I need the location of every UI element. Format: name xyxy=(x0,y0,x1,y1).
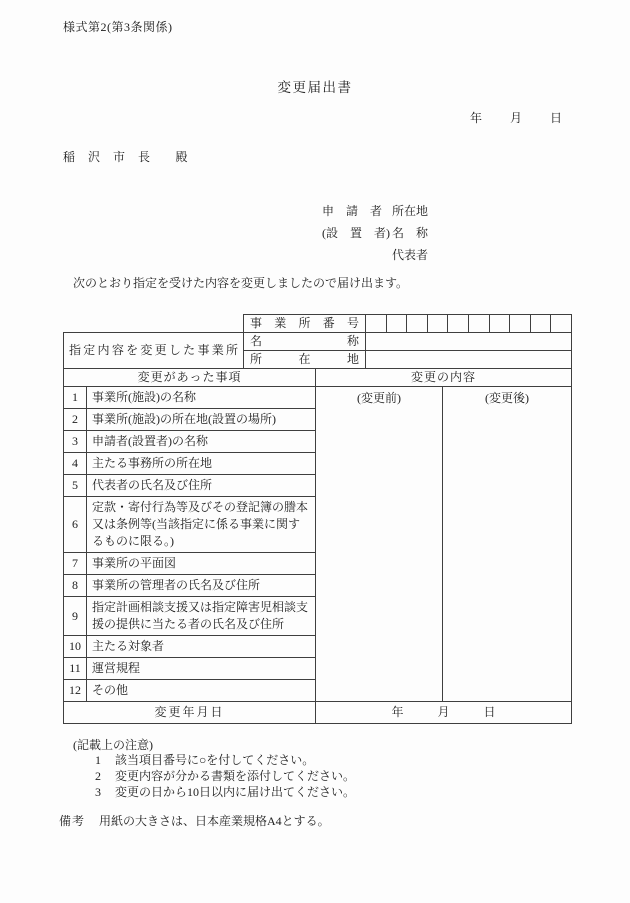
item-number: 12 xyxy=(64,680,87,702)
item-label: 指定計画相談支援又は指定障害児相談支援の提供に当たる者の氏名及び住所 xyxy=(87,597,316,636)
item-label: 事業所の平面図 xyxy=(87,553,316,575)
office-name-value-cell xyxy=(366,333,572,351)
applicant-row xyxy=(322,244,428,266)
item-number: 2 xyxy=(64,409,87,431)
item-label: 事業所の管理者の氏名及び住所 xyxy=(87,575,316,597)
item-number: 6 xyxy=(64,497,87,553)
item-label: 主たる事務所の所在地 xyxy=(87,453,316,475)
item-number: 4 xyxy=(64,453,87,475)
office-number-digit-cell xyxy=(407,315,428,333)
change-date-label: 変更年月日 xyxy=(64,702,316,724)
change-items-table xyxy=(63,368,572,724)
item-label: 主たる対象者 xyxy=(87,636,316,658)
applicant-field-address: 所在地 xyxy=(392,204,429,218)
change-date-row xyxy=(64,702,572,724)
applicant-row xyxy=(322,200,428,222)
item-number: 1 xyxy=(64,387,87,409)
applicant-label-spacer xyxy=(322,244,392,266)
change-date-month-label: 月 xyxy=(437,705,450,719)
change-date-year-label: 年 xyxy=(391,705,404,719)
office-number-digit-cell xyxy=(427,315,448,333)
note-item xyxy=(95,768,355,784)
office-number-digit-cell xyxy=(510,315,531,333)
item-label: 事業所(施設)の名称 xyxy=(87,387,316,409)
item-number: 5 xyxy=(64,475,87,497)
note-text: 変更内容が分かる書類を添付してください。 xyxy=(115,769,356,784)
date-year-label: 年 xyxy=(470,111,483,125)
office-address-label: 所在地 xyxy=(244,351,366,369)
applicant-field-representative: 代表者 xyxy=(392,248,429,262)
item-label: 申請者(設置者)の名称 xyxy=(87,431,316,453)
change-date-day-label: 日 xyxy=(483,705,496,719)
change-before-cell xyxy=(316,387,443,702)
item-number: 8 xyxy=(64,575,87,597)
applicant-row xyxy=(322,222,428,244)
office-address-value-cell xyxy=(366,351,572,369)
date-line xyxy=(470,109,562,126)
item-label: 定款・寄付行為等及びその登記簿の謄本又は条例等(当該指定に係る事業に関するものに限る。) xyxy=(87,497,316,553)
item-label: 事業所(施設)の所在地(設置の場所) xyxy=(87,409,316,431)
intro-sentence: 次のとおり指定を受けた内容を変更しましたので届け出ます。 xyxy=(73,276,409,290)
note-text: 該当項目番号に○を付してください。 xyxy=(115,753,315,767)
item-number: 11 xyxy=(64,658,87,680)
date-day-label: 日 xyxy=(549,111,562,125)
office-info-table xyxy=(63,314,572,369)
office-number-digit-cell xyxy=(530,315,551,333)
page-title: 変更届出書 xyxy=(277,80,353,95)
after-label: (変更後) xyxy=(485,391,529,405)
note-number: 1 xyxy=(95,753,101,767)
change-date-value-cell xyxy=(316,702,572,724)
remark-label: 備考 xyxy=(59,814,86,828)
office-number-digit-cell xyxy=(366,315,387,333)
item-number: 9 xyxy=(64,597,87,636)
applicant-block xyxy=(322,200,428,266)
note-number: 3 xyxy=(95,785,101,800)
form-number: 様式第2(第3条関係) xyxy=(63,20,173,34)
office-number-digit-cell xyxy=(489,315,510,333)
note-item xyxy=(95,784,355,800)
office-number-row xyxy=(64,315,572,333)
office-number-digit-cell xyxy=(468,315,489,333)
form-tables xyxy=(63,314,572,724)
office-number-digit-cell xyxy=(386,315,407,333)
remark-text: 用紙の大きさは、日本産業規格A4とする。 xyxy=(99,814,330,828)
table-header-row xyxy=(64,369,572,387)
office-name-row xyxy=(64,333,572,351)
before-label: (変更前) xyxy=(357,391,402,405)
office-number-digit-cell xyxy=(448,315,469,333)
note-item xyxy=(95,752,355,768)
changed-office-label: 指定内容を変更した事業所 xyxy=(64,333,244,369)
content-header: 変更の内容 xyxy=(316,369,572,387)
item-label: 運営規程 xyxy=(87,658,316,680)
blank-area xyxy=(64,315,244,333)
date-month-label: 月 xyxy=(509,111,522,125)
applicant-field-name: 名 称 xyxy=(392,226,429,240)
change-date-fields xyxy=(320,704,567,721)
note-number: 2 xyxy=(95,769,101,784)
applicant-label-bottom: (設 置 者) xyxy=(322,226,390,240)
item-label: その他 xyxy=(87,680,316,702)
office-number-label: 事業所番号 xyxy=(244,315,366,333)
item-label: 代表者の氏名及び住所 xyxy=(87,475,316,497)
office-number-digit-cell xyxy=(551,315,572,333)
office-name-label: 名称 xyxy=(244,333,366,351)
notes-title: (記載上の注意) xyxy=(73,738,153,752)
applicant-label-top: 申 請 者 xyxy=(322,204,383,218)
items-header: 変更があった事項 xyxy=(64,369,316,387)
remark-line xyxy=(59,812,330,829)
change-item-row xyxy=(64,387,572,409)
item-number: 3 xyxy=(64,431,87,453)
addressee: 稲 沢 市 長 殿 xyxy=(63,150,189,164)
change-after-cell xyxy=(443,387,572,702)
item-number: 7 xyxy=(64,553,87,575)
notes-list xyxy=(95,752,355,801)
item-number: 10 xyxy=(64,636,87,658)
note-text: 変更の日から10日以内に届け出てください。 xyxy=(115,785,356,800)
